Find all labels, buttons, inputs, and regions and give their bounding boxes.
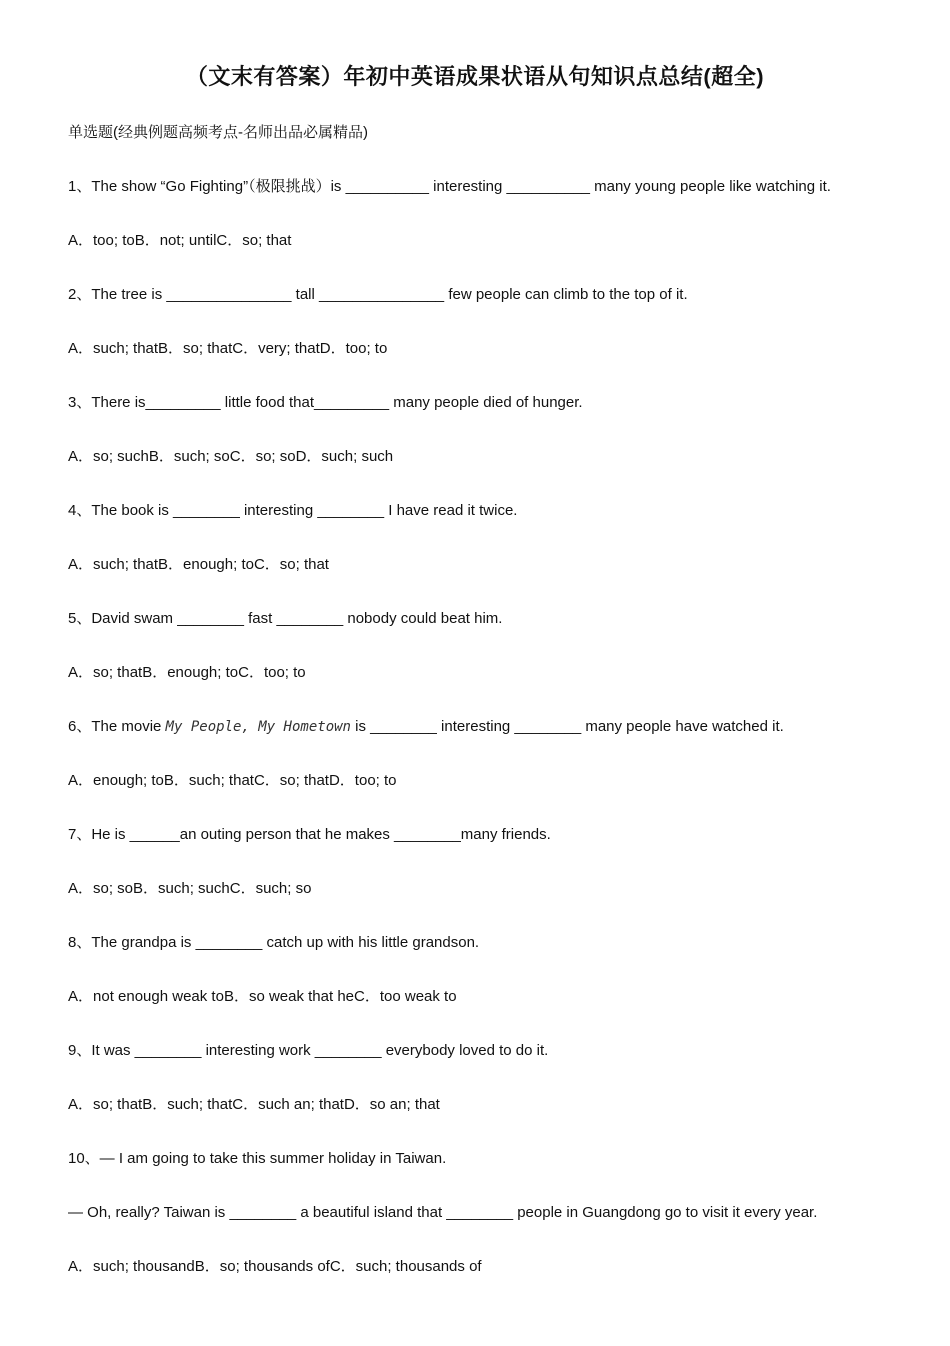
question-5-options: A．so; thatB．enough; toC．too; to — [68, 664, 306, 681]
question-3-options: A．so; suchB．such; soC．so; soD．such; such — [68, 448, 394, 465]
question-10-stem: 10、— I am going to take this summer holiday in Taiwan. — [68, 1150, 447, 1167]
question-6-options: A．enough; toB．such; thatC．so; thatD．too; to — [68, 772, 397, 789]
question-7-stem: 7、He is ______an outing person that he makes ________many friends. — [68, 826, 551, 843]
question-4-options: A．such; thatB．enough; toC．so; that — [68, 556, 329, 573]
question-2-stem: 2、The tree is _______________ tall _______________ few people can climb to the top of it. — [68, 286, 688, 303]
question-5-stem: 5、David swam ________ fast ________ nobody could beat him. — [68, 610, 503, 627]
question-3-stem: 3、There is_________ little food that_________ many people died of hunger. — [68, 394, 583, 411]
question-9-stem: 9、It was ________ interesting work ________ everybody loved to do it. — [68, 1042, 549, 1059]
question-8-options: A．not enough weak toB．so weak that heC．too weak to — [68, 988, 457, 1005]
section-heading: 单选题(经典例题高频考点-名师出品必属精品) — [68, 124, 368, 141]
question-1-stem: 1、The show “Go Fighting”（极限挑战）is __________ interesting __________ many young people like watching it. — [68, 178, 831, 195]
question-2-options: A．such; thatB．so; thatC．very; thatD．too; to — [68, 340, 388, 357]
question-6-stem — [68, 717, 784, 737]
question-7-options: A．so; soB．such; suchC．such; so — [68, 880, 312, 897]
question-1-options: A．too; toB．not; untilC．so; that — [68, 232, 292, 249]
question-8-stem: 8、The grandpa is ________ catch up with his little grandson. — [68, 934, 480, 951]
question-6-stem-prefix: 6、The movie — [68, 718, 166, 735]
question-6-movie-title: My People, My Hometown — [165, 719, 351, 735]
question-4-stem: 4、The book is ________ interesting ________ I have read it twice. — [68, 502, 518, 519]
question-6-stem-suffix: is ________ interesting ________ many people have watched it. — [350, 718, 784, 735]
document-title: （文末有答案）年初中英语成果状语从句知识点总结(超全) — [185, 64, 765, 89]
question-9-options: A．so; thatB．such; thatC．such an; thatD．so an; that — [68, 1096, 440, 1113]
question-10-dialog-reply: — Oh, really? Taiwan is ________ a beautiful island that ________ people in Guangdong go to visit it every year. — [68, 1204, 818, 1221]
question-10-options: A．such; thousandB．so; thousands ofC．such; thousands of — [68, 1258, 482, 1275]
